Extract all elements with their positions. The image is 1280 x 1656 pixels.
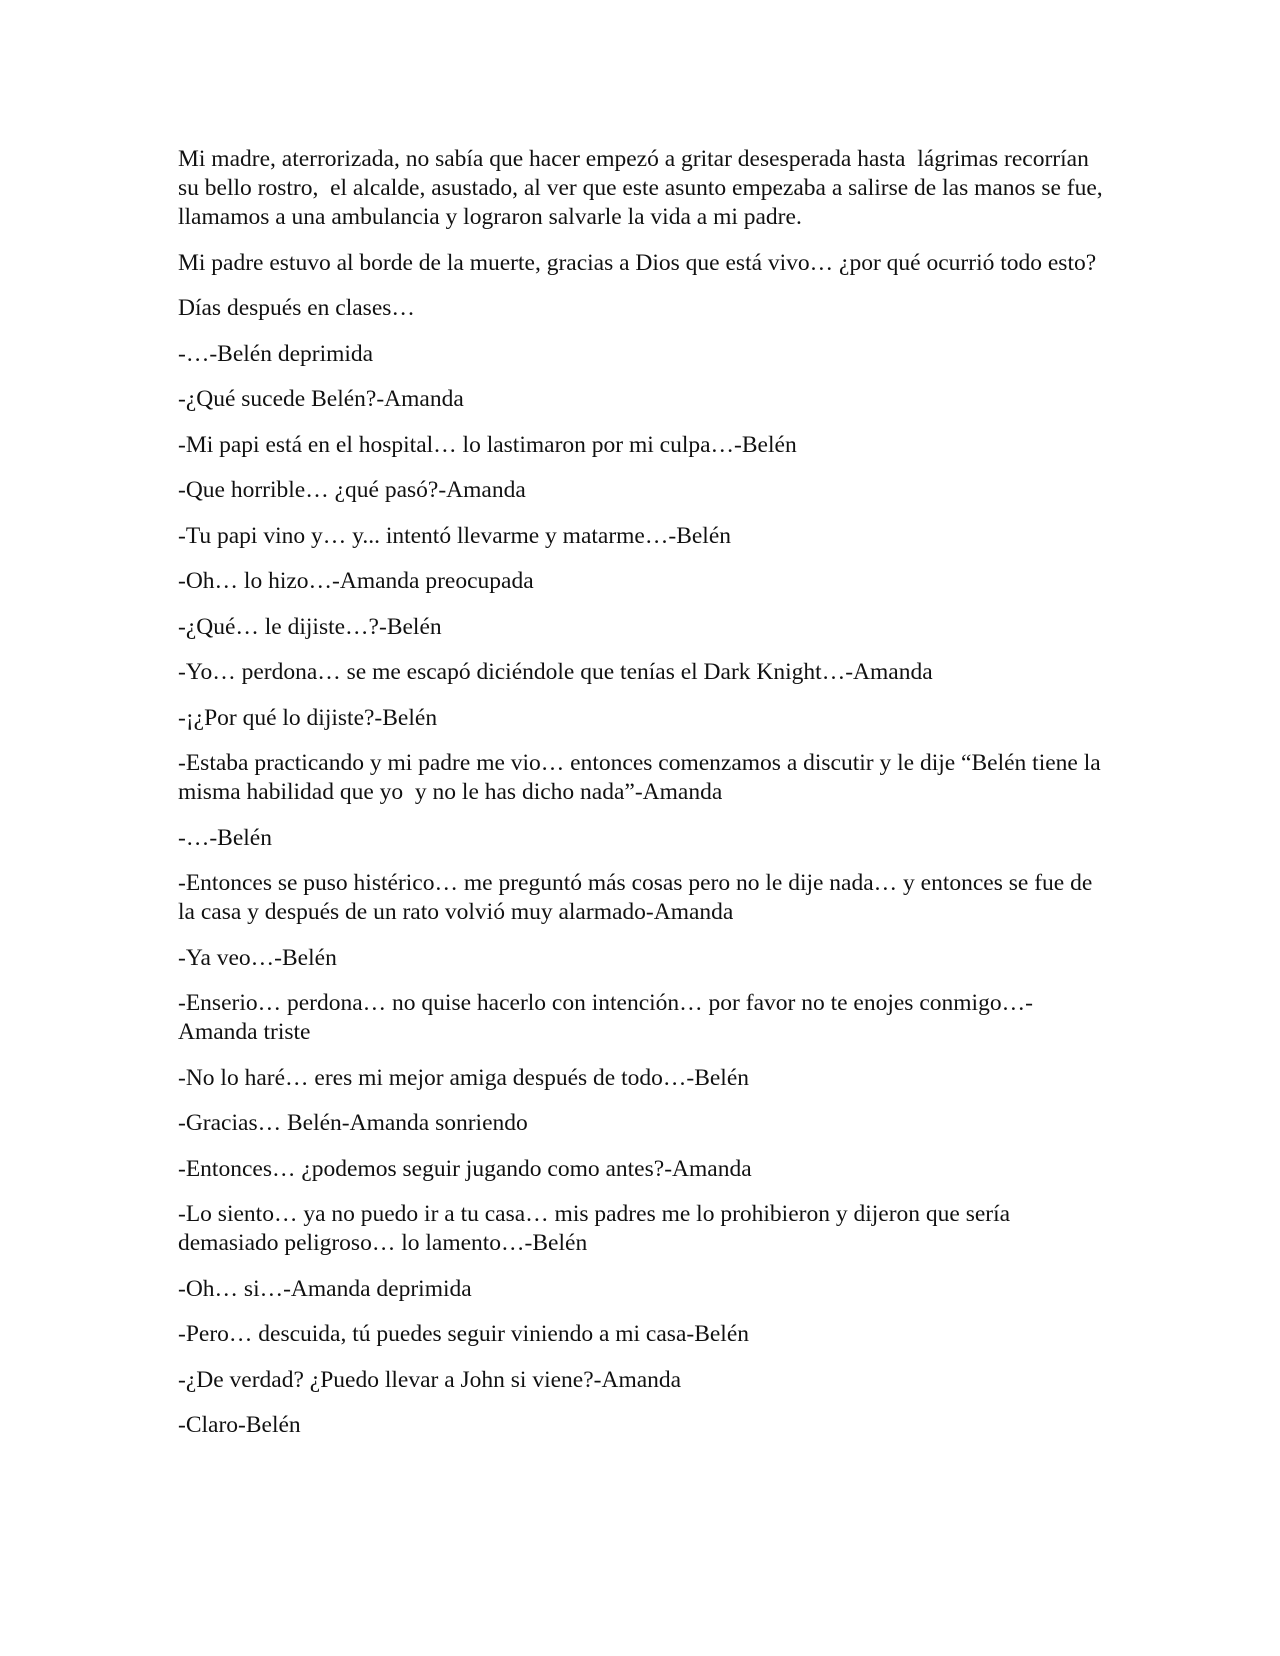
dialogue-line: -…-Belén <box>178 824 272 851</box>
dialogue-line: -Tu papi vino y… y... intentó llevarme y matarme…-Belén <box>178 522 732 549</box>
dialogue-line: -Gracias… Belén-Amanda sonriendo <box>178 1110 528 1136</box>
dialogue-line: -Pero… descuida, tú puedes seguir viniendo a mi casa-Belén <box>178 1321 750 1347</box>
dialogue-line: -Claro-Belén <box>178 1412 301 1438</box>
dialogue-line: -Que horrible… ¿qué pasó?-Amanda <box>178 477 526 503</box>
dialogue-line: -Entonces se puso histérico… me preguntó más cosas pero no le dije nada… y entonces se fue de la casa y después de un rato volvió muy alarmado-Amanda <box>178 870 1099 925</box>
paragraph: Mi madre, aterrorizada, no sabía que hacer empezó a gritar desesperada hasta lágrimas recorrían su bello rostro, el alcalde, asustado, al ver que este asunto empezaba a salirse de las manos se fue, llamamos a una ambulancia y lograron salvarle la vida a mi padre. <box>178 146 1109 230</box>
dialogue-line: -Entonces… ¿podemos seguir jugando como antes?-Amanda <box>178 1155 752 1182</box>
dialogue-line: -Yo… perdona… se me escapó diciéndole que tenías el Dark Knight…-Amanda <box>178 659 933 685</box>
dialogue-line: -Enserio… perdona… no quise hacerlo con intención… por favor no te enojes conmigo…-Amanda triste <box>178 990 1033 1045</box>
dialogue-line: -Estaba practicando y mi padre me vio… entonces comenzamos a discutir y le dije “Belén tiene la misma habilidad que yo y no le has dicho nada”-Amanda <box>178 750 1107 805</box>
dialogue-line: -¡¿Por qué lo dijiste?-Belén <box>178 704 438 731</box>
dialogue-line: -¿Qué… le dijiste…?-Belén <box>178 613 442 640</box>
document-body <box>178 145 1108 1457</box>
dialogue-line: -¿De verdad? ¿Puedo llevar a John si viene?-Amanda <box>178 1366 682 1393</box>
paragraph: Mi padre estuvo al borde de la muerte, gracias a Dios que está vivo… ¿por qué ocurrió todo esto? <box>178 249 1097 276</box>
dialogue-line: -Oh… lo hizo…-Amanda preocupada <box>178 568 534 594</box>
dialogue-line: -Lo siento… ya no puedo ir a tu casa… mis padres me lo prohibieron y dijeron que sería demasiado peligroso… lo lamento…-Belén <box>178 1201 1016 1256</box>
dialogue-line: -Mi papi está en el hospital… lo lastimaron por mi culpa…-Belén <box>178 431 797 458</box>
dialogue-line: -Ya veo…-Belén <box>178 944 337 971</box>
paragraph: Días después en clases… <box>178 295 415 321</box>
dialogue-line: -¿Qué sucede Belén?-Amanda <box>178 386 464 412</box>
dialogue-line: -…-Belén deprimida <box>178 340 374 367</box>
dialogue-line: -Oh… si…-Amanda deprimida <box>178 1275 472 1302</box>
dialogue-line: -No lo haré… eres mi mejor amiga después de todo…-Belén <box>178 1064 750 1091</box>
